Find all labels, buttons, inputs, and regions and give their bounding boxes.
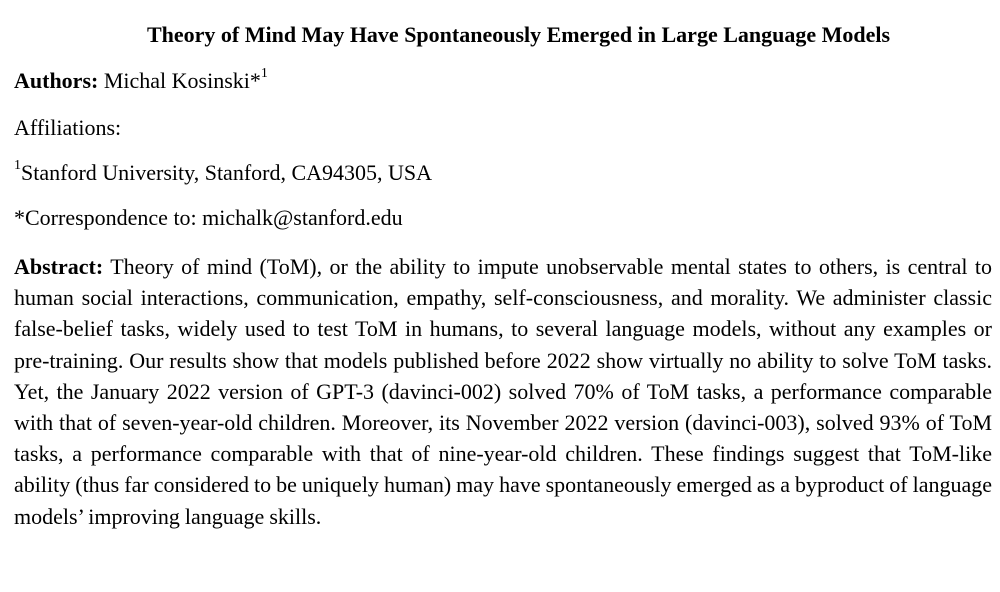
- abstract-text: Theory of mind (ToM), or the ability to impute unobservable mental states to others, is central to human social interactions, communication, empathy, self-consciousness, and morality. We administer classic false-belief tasks, widely used to test ToM in humans, to several language models, without any examples or pre-training. Our results show that models published before 2022 show virtually no ability to solve ToM tasks. Yet, the January 2022 version of GPT-3 (davinci-002) solved 70% of ToM tasks, a performance comparable with that of seven-year-old children. Moreover, its November 2022 version (davinci-003), solved 93% of ToM tasks, a performance comparable with that of nine-year-old children. These findings suggest that ToM-like ability (thus far considered to be uniquely human) may have spontaneously emerged as a byproduct of language models’ improving language skills.: [14, 254, 993, 529]
- authors-label: Authors:: [14, 68, 99, 93]
- affiliation-line: [14, 157, 433, 186]
- abstract-label: Abstract:: [14, 254, 104, 279]
- author-name: Michal Kosinski*: [103, 68, 261, 93]
- correspondence-line: *Correspondence to: michalk@stanford.edu: [14, 205, 403, 230]
- affiliation-text: Stanford University, Stanford, CA94305, USA: [21, 160, 433, 185]
- author-affiliation-marker: 1: [260, 65, 268, 81]
- affiliation-marker: 1: [14, 157, 21, 173]
- paper-title: Theory of Mind May Have Spontaneously Emerged in Large Language Models: [146, 22, 891, 47]
- abstract-paragraph: [14, 251, 992, 532]
- authors-line: [14, 65, 268, 94]
- affiliations-label: Affiliations:: [14, 115, 122, 140]
